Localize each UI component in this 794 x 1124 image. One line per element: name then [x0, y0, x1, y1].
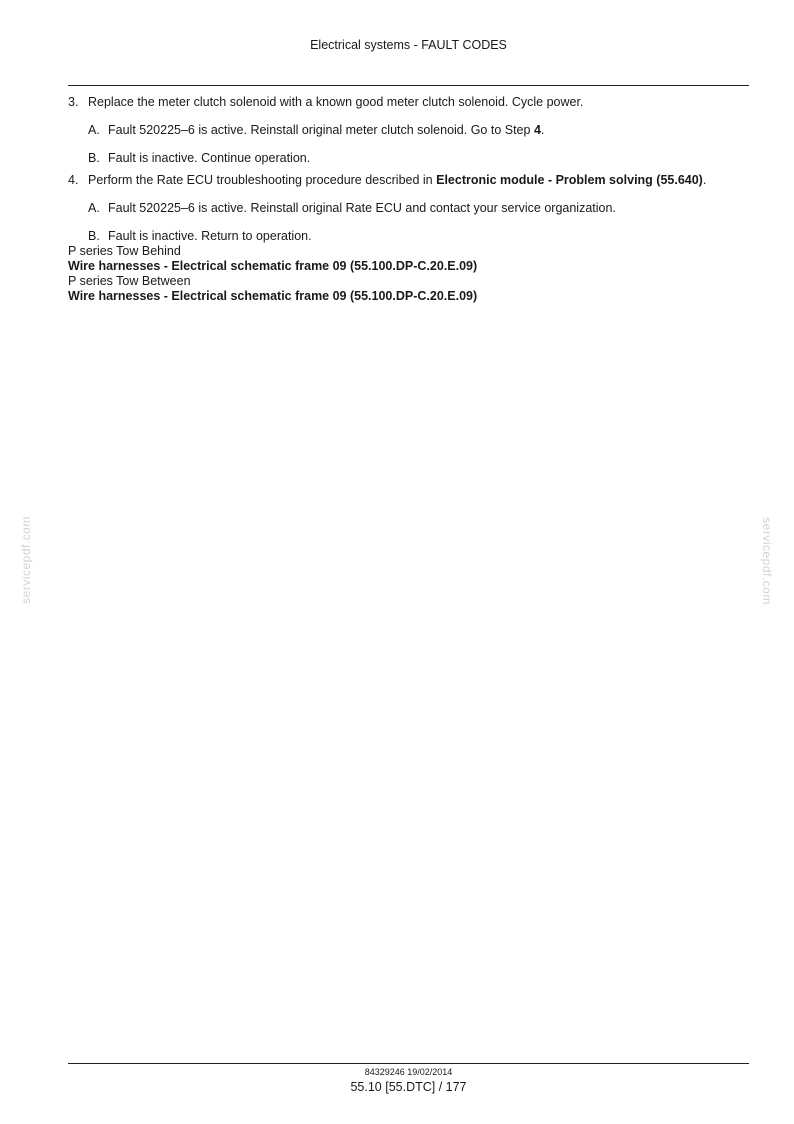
- reference-label: P series Tow Behind: [68, 244, 181, 258]
- option-letter: B.: [88, 151, 100, 165]
- option-text: Fault 520225–6 is active. Reinstall original Rate ECU and contact your service organization.: [108, 201, 616, 215]
- reference-link[interactable]: Wire harnesses - Electrical schematic frame 09 (55.100.DP-C.20.E.09): [68, 289, 478, 303]
- option-text: Fault is inactive. Continue operation.: [108, 151, 311, 165]
- option-text-before: Fault 520225–6 is active. Reinstall original meter clutch solenoid. Go to Step: [108, 123, 534, 137]
- step-3: [68, 94, 758, 110]
- option-letter: B.: [88, 229, 100, 243]
- option-letter: A.: [88, 123, 100, 137]
- step-reference: 4: [533, 123, 541, 137]
- step-4-option-a: [88, 200, 758, 216]
- step-3-option-b: [88, 150, 758, 166]
- document-body: [68, 94, 758, 304]
- footer-divider: [68, 1063, 749, 1064]
- step-4: [68, 172, 758, 188]
- option-text: Fault is inactive. Return to operation.: [108, 229, 312, 243]
- watermark-right: servicepdf.com: [760, 517, 774, 605]
- reference-link[interactable]: Wire harnesses - Electrical schematic frame 09 (55.100.DP-C.20.E.09): [68, 259, 478, 273]
- step-number: 3.: [68, 95, 79, 109]
- footer-page-number: 55.10 [55.DTC] / 177: [350, 1080, 467, 1094]
- header-divider: [68, 85, 749, 86]
- step-text: [88, 172, 706, 188]
- step-4-option-b: [88, 228, 758, 244]
- footer-document-id: 84329246 19/02/2014: [364, 1067, 453, 1077]
- watermark-left: servicepdf.com: [19, 516, 33, 604]
- procedure-link[interactable]: Electronic module - Problem solving (55.640): [436, 173, 703, 187]
- page-header-title: Electrical systems - FAULT CODES: [310, 38, 507, 52]
- reference-list: [68, 244, 758, 304]
- option-letter: A.: [88, 201, 100, 215]
- step-text: Replace the meter clutch solenoid with a known good meter clutch solenoid. Cycle power.: [88, 95, 584, 109]
- step-3-option-a: [88, 122, 758, 138]
- option-text-after: .: [540, 123, 545, 137]
- step-number: 4.: [68, 173, 79, 187]
- reference-label: P series Tow Between: [68, 274, 191, 288]
- option-text: [108, 122, 544, 138]
- step-text-before: Perform the Rate ECU troubleshooting procedure described in: [88, 173, 437, 187]
- step-text-after: .: [702, 173, 707, 187]
